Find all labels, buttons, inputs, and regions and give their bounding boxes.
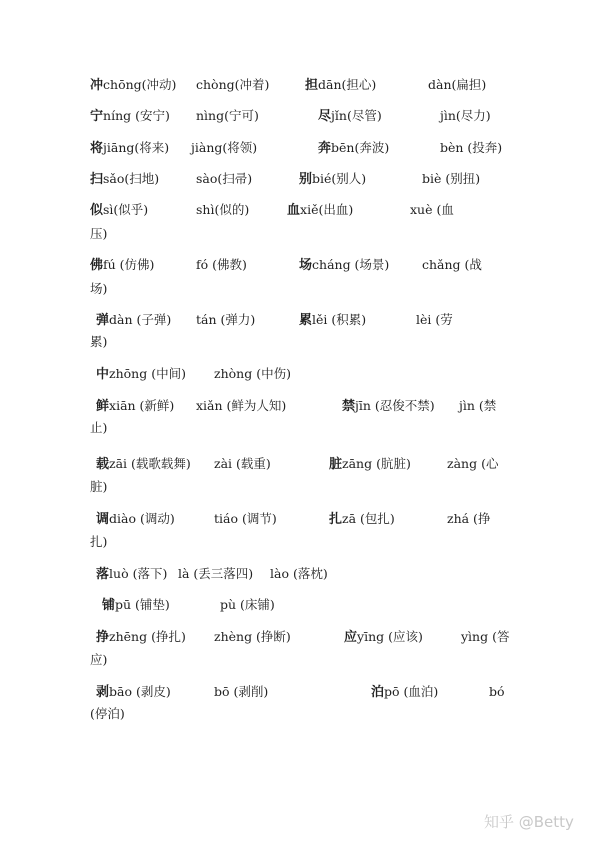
reading: yìng (答 xyxy=(461,629,510,644)
reading: fú (仿佛) xyxy=(103,257,155,272)
head-char: 扎 xyxy=(329,512,343,527)
head-char: 脏 xyxy=(329,457,343,472)
reading: tiáo (调节) xyxy=(214,511,277,526)
reading: jìn(尽力) xyxy=(440,108,491,123)
entry-jin2 xyxy=(342,394,435,419)
reading: zāng (肮脏) xyxy=(342,456,411,471)
entry-zha xyxy=(329,507,395,532)
head-char: 宁 xyxy=(90,109,104,124)
reading: xiǎn (鲜为人知) xyxy=(196,398,287,413)
entry-bie xyxy=(299,167,366,192)
reading: lào (落枕) xyxy=(270,566,328,581)
reading: jīn (忍俊不禁) xyxy=(355,398,435,413)
reading: zhòng (中伤) xyxy=(214,366,291,381)
entry-row xyxy=(0,136,600,160)
entry-row xyxy=(0,253,600,277)
head-char: 血 xyxy=(287,203,301,218)
entry-row xyxy=(0,167,600,191)
reading: nìng(宁可) xyxy=(196,108,259,123)
reading: sì(似乎) xyxy=(103,202,149,217)
reading: yīng (应该) xyxy=(357,629,423,644)
entry-luo xyxy=(96,562,167,587)
reading: sǎo(扫地) xyxy=(103,171,160,186)
reading: cháng (场景) xyxy=(312,257,390,272)
reading: zhèng (挣断) xyxy=(214,629,291,644)
reading: tán (弹力) xyxy=(196,312,256,327)
reading: là (丢三落四) xyxy=(178,566,254,581)
reading: biè (别扭) xyxy=(422,171,481,186)
entry-jin xyxy=(318,104,382,129)
reading: shì(似的) xyxy=(196,202,250,217)
head-char: 扫 xyxy=(90,172,104,187)
entry-lei xyxy=(299,308,366,333)
entry-row xyxy=(0,452,600,476)
head-char: 弹 xyxy=(96,313,110,328)
reading: bié(别人) xyxy=(312,171,367,186)
reading: jìn (禁 xyxy=(459,398,497,413)
entry-row xyxy=(0,507,600,531)
reading: zā (包扎) xyxy=(342,511,395,526)
entry-zai xyxy=(96,452,191,477)
head-char: 载 xyxy=(96,457,110,472)
reading: jiāng(将来) xyxy=(103,140,170,155)
entry-fo xyxy=(90,253,154,278)
entry-row xyxy=(0,362,600,386)
wrapped-text: 止) xyxy=(90,420,108,435)
entry-row xyxy=(0,680,600,704)
reading: zhá (挣 xyxy=(447,511,491,526)
wrapped-text: 压) xyxy=(90,226,108,241)
entry-xue xyxy=(287,198,353,223)
reading: luò (落下) xyxy=(109,566,168,581)
reading: zài (载重) xyxy=(214,456,271,471)
wrapped-text: 脏) xyxy=(90,479,108,494)
reading: bō (剥削) xyxy=(214,684,269,699)
entry-ben xyxy=(318,136,389,161)
head-char: 应 xyxy=(344,630,358,645)
reading: níng (安宁) xyxy=(103,108,170,123)
head-char: 别 xyxy=(299,172,313,187)
reading: dàn (子弹) xyxy=(109,312,172,327)
head-char: 奔 xyxy=(318,141,332,156)
head-char: 调 xyxy=(96,512,110,527)
entry-ying xyxy=(344,625,423,650)
entry-chang xyxy=(299,253,389,278)
reading: jǐn(尽管) xyxy=(331,108,382,123)
head-char: 尽 xyxy=(318,109,332,124)
entry-po xyxy=(371,680,438,705)
reading: zhēng (挣扎) xyxy=(109,629,186,644)
reading: pù (床铺) xyxy=(220,597,275,612)
head-char: 将 xyxy=(90,141,104,156)
entry-row xyxy=(0,308,600,332)
head-char: 落 xyxy=(96,567,110,582)
head-char: 似 xyxy=(90,203,104,218)
reading: jiàng(将领) xyxy=(191,140,258,155)
head-char: 铺 xyxy=(102,598,116,613)
reading: sào(扫帚) xyxy=(196,171,253,186)
reading: zàng (心 xyxy=(447,456,499,471)
reading: lèi (劳 xyxy=(416,312,453,327)
entry-zang xyxy=(329,452,411,477)
head-char: 佛 xyxy=(90,258,104,273)
entry-sao xyxy=(90,167,159,192)
reading: chǎng (战 xyxy=(422,257,482,272)
head-char: 累 xyxy=(299,313,313,328)
reading: lěi (积累) xyxy=(312,312,367,327)
reading: bèn (投奔) xyxy=(440,140,503,155)
reading: chōng(冲动) xyxy=(103,77,177,92)
head-char: 中 xyxy=(96,367,110,382)
reading: zhōng (中间) xyxy=(109,366,186,381)
entry-chong xyxy=(90,73,176,98)
entry-row xyxy=(0,394,600,418)
reading: bāo (剥皮) xyxy=(109,684,171,699)
head-char: 场 xyxy=(299,258,313,273)
entry-row xyxy=(0,593,600,617)
entry-row xyxy=(0,198,600,222)
reading: bēn(奔波) xyxy=(331,140,390,155)
reading: pō (血泊) xyxy=(384,684,439,699)
reading: bó xyxy=(489,684,505,699)
head-char: 禁 xyxy=(342,399,356,414)
reading: diào (调动) xyxy=(109,511,175,526)
reading: chòng(冲着) xyxy=(196,77,270,92)
reading: dàn(扁担) xyxy=(428,77,487,92)
head-char: 冲 xyxy=(90,78,104,93)
entry-pu xyxy=(102,593,170,618)
wrapped-text: 累) xyxy=(90,334,108,349)
head-char: 担 xyxy=(305,78,319,93)
head-char: 鲜 xyxy=(96,399,110,414)
entry-row xyxy=(0,104,600,128)
entry-xian xyxy=(96,394,174,419)
entry-ning xyxy=(90,104,170,129)
entry-tiao xyxy=(96,507,175,532)
wrapped-text: 应) xyxy=(90,652,108,667)
entry-bo xyxy=(96,680,171,705)
wrapped-text: 场) xyxy=(90,281,108,296)
entry-row xyxy=(0,625,600,649)
reading: xuè (血 xyxy=(410,202,454,217)
head-char: 剥 xyxy=(96,685,110,700)
zhihu-watermark: 知乎 @Betty xyxy=(484,813,574,831)
reading: fó (佛教) xyxy=(196,257,247,272)
entry-si xyxy=(90,198,148,223)
wrapped-text: 扎) xyxy=(90,534,108,549)
reading: xiān (新鲜) xyxy=(109,398,175,413)
reading: dān(担心) xyxy=(318,77,377,92)
entry-dan xyxy=(305,73,376,98)
entry-row xyxy=(0,562,600,586)
entry-row xyxy=(0,73,600,97)
entry-jiang xyxy=(90,136,169,161)
head-char: 泊 xyxy=(371,685,385,700)
reading: pū (铺垫) xyxy=(115,597,170,612)
reading: xiě(出血) xyxy=(300,202,354,217)
entry-zhong xyxy=(96,362,186,387)
entry-dan2 xyxy=(96,308,171,333)
head-char: 挣 xyxy=(96,630,110,645)
wrapped-text: (停泊) xyxy=(90,706,125,721)
reading: zāi (载歌载舞) xyxy=(109,456,191,471)
entry-zheng xyxy=(96,625,186,650)
